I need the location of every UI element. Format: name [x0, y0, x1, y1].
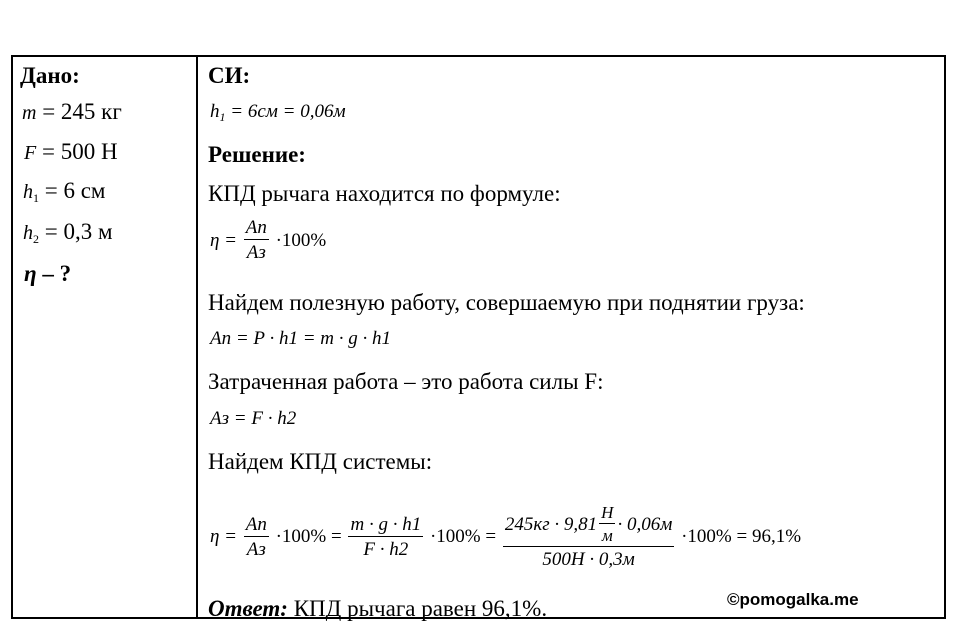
given-h1: $h_1 = 6$ см — [23, 178, 106, 205]
given-unknown: η – ? — [24, 261, 72, 286]
watermark: ©pomogalka.me — [727, 590, 859, 609]
given-title: Дано: — [20, 63, 80, 88]
given-mass: m = 245 кг — [22, 99, 122, 124]
given-force: F = 500 Н — [24, 139, 118, 164]
si-conversion: $h_1 = 6см = 0,06м$ — [210, 101, 346, 124]
solution-text-1: КПД рычага находится по формуле: — [208, 181, 561, 206]
given-h2: $h_2 = 0,3$ м — [23, 219, 113, 246]
solution-text-4: Найдем КПД системы: — [208, 449, 433, 474]
answer: Ответ: КПД рычага равен 96,1%. — [208, 596, 548, 621]
solution-title: Решение: — [208, 142, 306, 167]
efficiency-formula: η = $\frac{Aп}{Aз}$ ·100% — [210, 217, 327, 263]
si-title: СИ: — [208, 63, 251, 88]
final-calculation: η = $\frac{Aп}{Aз}$ ·100% = $\frac{m \cdot g \cdot h1}{F \cdot h2}$ ·100% = 245кг · 9,81 $\frac{Н}{м}$ · 0,06м 500Н · 0,3м ·100% = 96,1% — [210, 503, 802, 570]
solution-text-3: Затраченная работа – это работа силы F: — [208, 369, 604, 394]
column-divider — [196, 55, 198, 619]
useful-work-formula: Aп = P · h1 = m · g · h1 — [210, 328, 391, 349]
solution-text-2: Найдем полезную работу, совершаемую при поднятии груза: — [208, 290, 805, 315]
spent-work-formula: Aз = F · h2 — [210, 408, 297, 429]
